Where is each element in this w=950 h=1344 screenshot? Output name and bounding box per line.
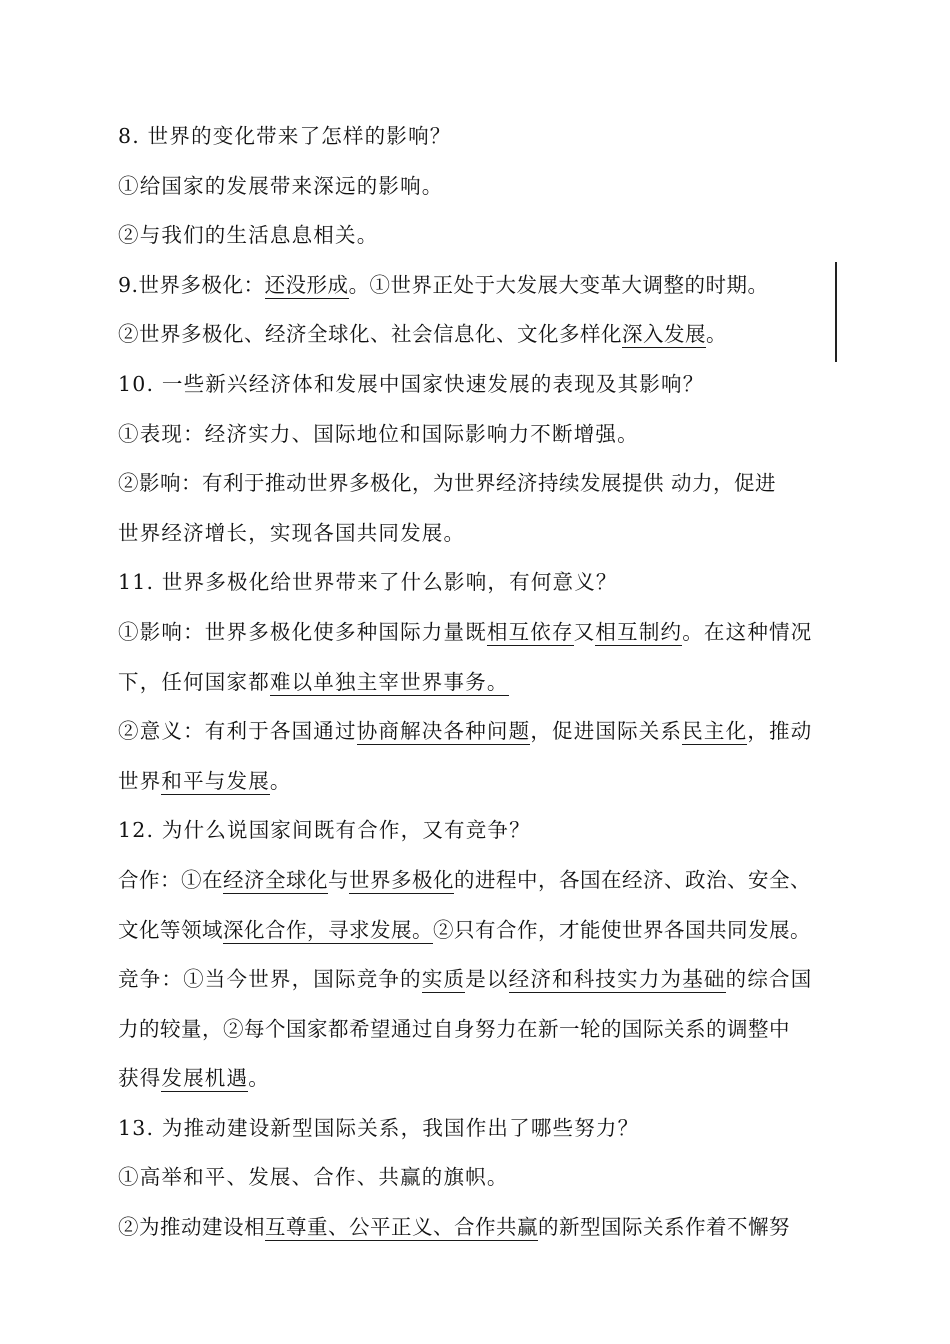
text-segment: ①给国家的发展带来深远的影响。 [118,173,444,198]
text-line [118,509,838,559]
underlined-keyword: 相互制约 [595,619,683,644]
text-segment: 。 [269,768,292,793]
text-segment: ①表现：经济实力、国际地位和国际影响力不断增强。 [118,421,639,446]
text-line [118,1054,838,1104]
text-segment: 世界经济增长，实现各国共同发展。 [118,520,466,545]
text-line [118,1104,838,1154]
text-segment: 11. 世界多极化给世界带来了什么影响，有何意义？ [118,570,618,595]
underlined-keyword: 发展机遇 [161,1066,249,1091]
text-segment: 竞争：①当今世界，国际竞争的 [118,967,422,992]
text-segment: 世界 [118,768,162,793]
text-line [118,1153,838,1203]
text-segment: 的新型国际关系作着不懈努 [538,1215,790,1240]
text-segment: 与 [328,867,349,892]
text-line [118,906,838,956]
text-line [118,112,838,162]
text-segment: ②世界多极化、经济全球化、社会信息化、文化多样化 [118,322,622,347]
text-line [118,558,838,608]
text-segment: 获得 [118,1066,162,1091]
text-segment: ①影响：世界多极化使多种国际力量既 [118,619,487,644]
text-segment: 8. 世界的变化带来了怎样的影响？ [118,124,452,148]
text-line [118,410,838,460]
text-line [118,955,838,1005]
text-segment: 合作：①在 [118,867,223,892]
text-segment: 的综合国 [725,967,813,992]
text-line [118,261,838,311]
text-segment: 又 [573,619,596,644]
underlined-keyword: 协商解决各种问题 [356,719,531,744]
text-segment: ②意义：有利于各国通过 [118,719,357,744]
text-line [118,1203,838,1253]
underlined-keyword: 难以单独主宰世界事务。 [269,669,509,694]
text-line [118,459,838,509]
underlined-keyword: 经济和科技实力为基础 [508,967,726,992]
text-line [118,310,838,360]
underlined-keyword: 和平与发展 [161,768,270,793]
text-line [118,1005,838,1055]
text-segment: ，促进国际关系 [530,719,683,744]
text-line [118,757,838,807]
text-line [118,806,838,856]
text-segment: 。 [248,1066,270,1091]
text-segment: ，推动 [747,719,813,744]
text-segment: 12. 为什么说国家间既有合作，又有竞争？ [118,818,531,843]
text-line [118,360,838,410]
text-segment: 。 [706,322,727,347]
text-segment: 力的较量，②每个国家都希望通过自身努力在新一轮的国际关系的调整中 [118,1016,790,1041]
text-segment: ②与我们的生活息息相关。 [118,223,379,248]
text-segment: 10. 一些新兴经济体和发展中国家快速发展的表现及其影响？ [118,371,705,396]
document-page [118,112,838,1253]
text-segment: 是以 [465,967,509,992]
underlined-keyword: 互尊重、公平正义、合作共赢 [265,1215,538,1240]
text-segment: 13. 为推动建设新型国际关系，我国作出了哪些努力？ [118,1115,640,1140]
underlined-keyword: 深化合作，寻求发展。 [223,917,433,942]
text-line [118,856,838,906]
text-segment: ②影响：有利于推动世界多极化，为世界经济持续发展提供 动力，促进 [118,471,777,496]
text-line [118,658,838,708]
text-line [118,211,838,261]
underlined-keyword: 深入发展 [622,322,706,347]
text-segment: 文化等领域 [118,917,223,942]
underlined-keyword: 相互依存 [486,619,574,644]
text-segment: 。在这种情况 [682,619,813,644]
text-line [118,162,838,212]
underlined-keyword: 实质 [421,967,466,992]
underlined-keyword: 经济全球化 [223,867,328,892]
margin-bar [835,262,837,362]
text-segment: ①高举和平、发展、合作、共赢的旗帜。 [118,1165,509,1190]
underlined-keyword: 民主化 [682,719,748,744]
text-line [118,608,838,658]
text-line [118,707,838,757]
text-segment: ②只有合作，才能使世界各国共同发展。 [433,917,811,942]
underlined-keyword: 世界多极化 [349,867,454,892]
text-segment: 。①世界正处于大发展大变革大调整的时期。 [348,272,769,297]
underlined-keyword: 还没形成 [264,272,349,297]
text-segment: 下，任何国家都 [118,669,270,694]
text-segment: 的进程中，各国在经济、政治、安全、 [454,867,811,892]
text-segment: ②为推动建设相 [118,1215,265,1240]
text-segment: 9.世界多极化： [118,272,265,297]
